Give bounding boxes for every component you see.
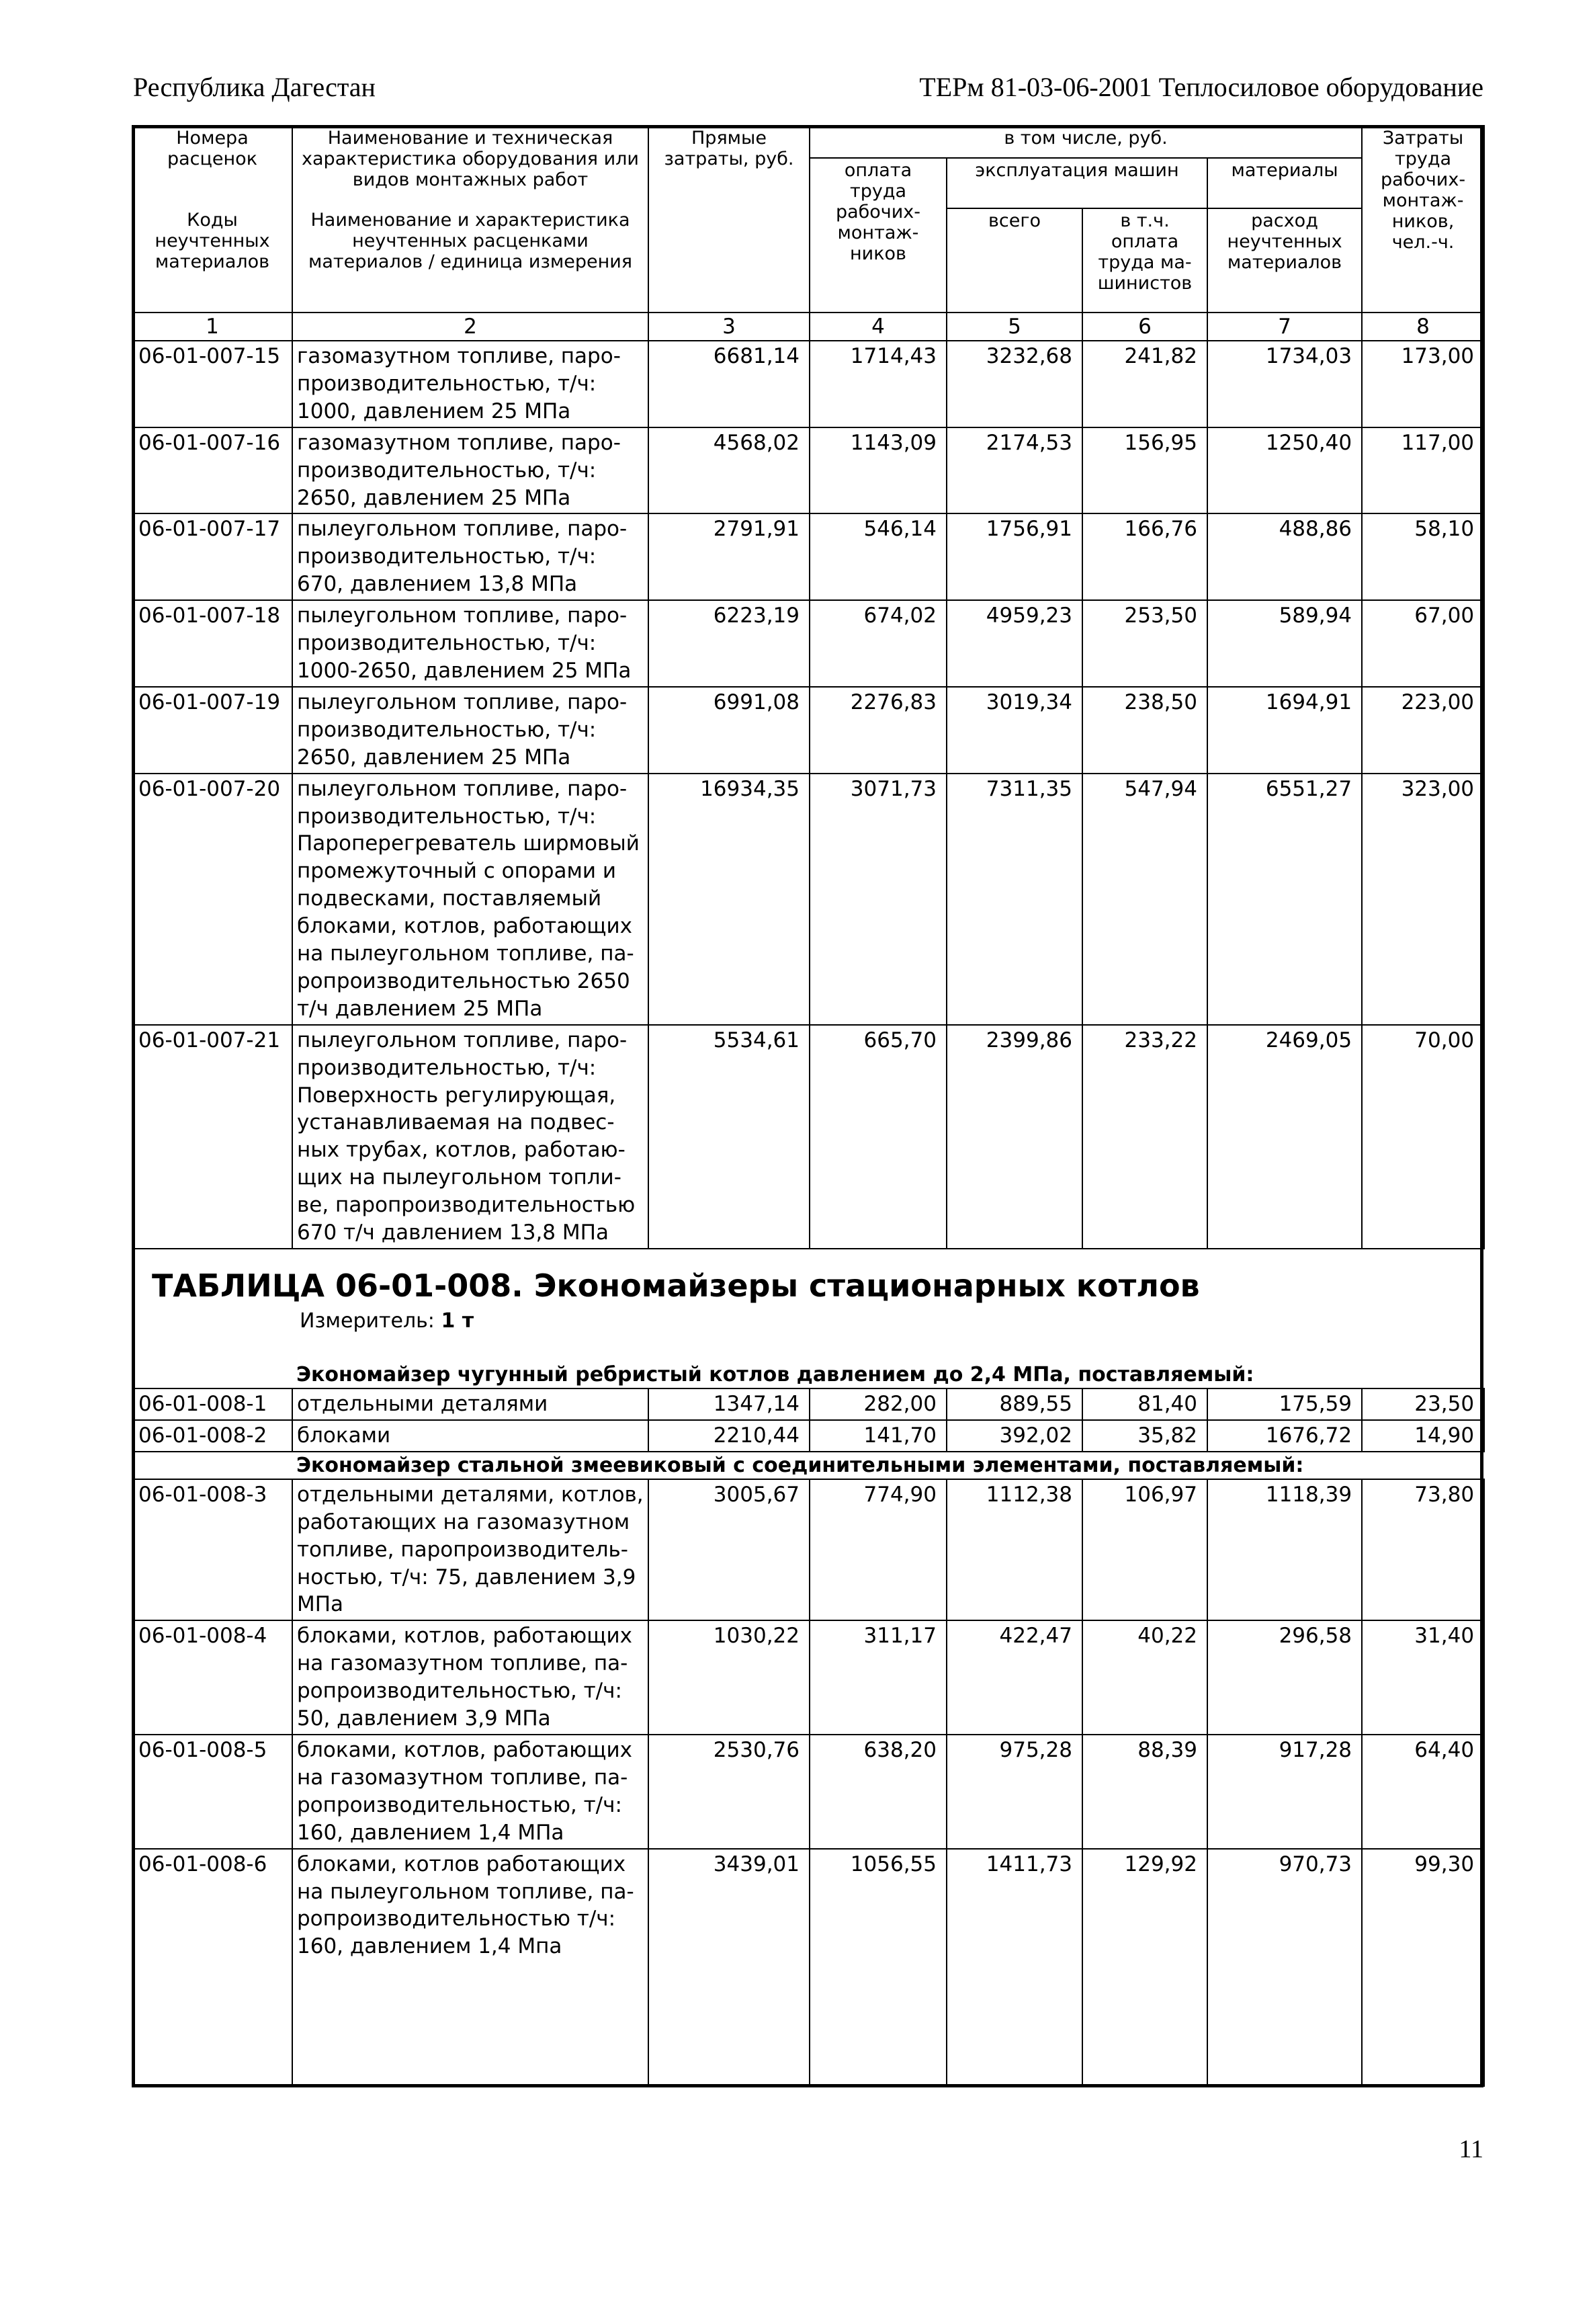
col-number: 2 <box>292 313 648 341</box>
rate-code: 06-01-007-18 <box>132 600 292 687</box>
direct-costs-value: 3439,01 <box>648 1849 810 1962</box>
wages-value: 546,14 <box>810 513 947 600</box>
measure-value: 1 т <box>441 1309 474 1333</box>
labor-value: 73,80 <box>1362 1479 1484 1621</box>
rate-description: блоками, котлов, работающих на газомазутном топливе, па-ропроизводительностью, т/ч: 160, давлением 1,4 МПа <box>292 1735 648 1849</box>
rate-code: 06-01-008-4 <box>132 1620 292 1735</box>
direct-costs-value: 6223,19 <box>648 600 810 687</box>
direct-costs-value: 2791,91 <box>648 513 810 600</box>
wages-value: 1714,43 <box>810 341 947 427</box>
direct-costs-value: 1347,14 <box>648 1388 810 1420</box>
table-frame <box>132 125 1483 2087</box>
labor-value: 14,90 <box>1362 1420 1484 1452</box>
col-number: 5 <box>947 313 1082 341</box>
wages-value: 665,70 <box>810 1025 947 1249</box>
page-number: 11 <box>1459 2135 1483 2163</box>
col-header-name-top: Наименование и техническая характеристика оборудования или видов монтажных работ <box>292 126 648 208</box>
rate-description: пылеугольном топливе, паро-производительностью, т/ч: Поверхность регулирующая, устанавливаемая на подвес-ных трубах, котлов, работаю-щих на пылеугольном топли-ве, паропроизводительностью 670 т/ч давлением 13,8 МПа <box>292 1025 648 1249</box>
materials-value: 175,59 <box>1207 1388 1362 1420</box>
materials-value: 488,86 <box>1207 513 1362 600</box>
labor-value: 173,00 <box>1362 341 1484 427</box>
materials-value: 589,94 <box>1207 600 1362 687</box>
col-header-codes-top: Номера расценок <box>132 126 292 208</box>
rate-code: 06-01-007-15 <box>132 341 292 427</box>
col-header-operator-wages: в т.ч. оплата труда ма-шинистов <box>1082 208 1207 313</box>
labor-value: 99,30 <box>1362 1849 1484 1962</box>
machines-total-value: 3019,34 <box>947 687 1082 774</box>
materials-value: 1734,03 <box>1207 341 1362 427</box>
materials-value: 1250,40 <box>1207 427 1362 514</box>
col-header-wages: оплата труда рабочих-монтаж-ников <box>810 158 947 313</box>
labor-value: 223,00 <box>1362 687 1484 774</box>
operator-wages-value: 35,82 <box>1082 1420 1207 1452</box>
materials-value: 970,73 <box>1207 1849 1362 1962</box>
rate-description: блоками <box>292 1420 648 1452</box>
wages-value: 638,20 <box>810 1735 947 1849</box>
rate-code: 06-01-008-2 <box>132 1420 292 1452</box>
machines-total-value: 392,02 <box>947 1420 1082 1452</box>
rate-description: газомазутном топливе, паро-производительностью, т/ч: 2650, давлением 25 МПа <box>292 427 648 514</box>
machines-total-value: 2399,86 <box>947 1025 1082 1249</box>
rate-code: 06-01-007-19 <box>132 687 292 774</box>
col-number: 4 <box>810 313 947 341</box>
wages-value: 774,90 <box>810 1479 947 1621</box>
operator-wages-value: 40,22 <box>1082 1620 1207 1735</box>
rate-description: пылеугольном топливе, паро-производительностью, т/ч: 2650, давлением 25 МПа <box>292 687 648 774</box>
rate-code: 06-01-007-21 <box>132 1025 292 1249</box>
rate-description: пылеугольном топливе, паро-производительностью, т/ч: Пароперегреватель ширмовый промежуточный с опорами и подвесками, поставляемый блоками, котлов, работающих на пылеугольном топливе, па-ропроизводительностью 2650 т/ч давлением 25 МПа <box>292 774 648 1025</box>
operator-wages-value: 166,76 <box>1082 513 1207 600</box>
col-header-machines: эксплуатация машин <box>947 158 1207 208</box>
rate-code: 06-01-007-16 <box>132 427 292 514</box>
rate-code: 06-01-007-17 <box>132 513 292 600</box>
direct-costs-value: 4568,02 <box>648 427 810 514</box>
rate-code: 06-01-008-3 <box>132 1479 292 1621</box>
col-number: 1 <box>132 313 292 341</box>
rate-code: 06-01-008-6 <box>132 1849 292 1962</box>
wages-value: 3071,73 <box>810 774 947 1025</box>
col-header-codes-bottom: Коды неучтенных материалов <box>132 208 292 313</box>
direct-costs-value: 16934,35 <box>648 774 810 1025</box>
col-number: 8 <box>1362 313 1484 341</box>
direct-costs-value: 3005,67 <box>648 1479 810 1621</box>
direct-costs-value: 2210,44 <box>648 1420 810 1452</box>
rate-description: отдельными деталями, котлов, работающих на газомазутном топливе, паропроизводитель-ностью, т/ч: 75, давлением 3,9 МПа <box>292 1479 648 1621</box>
machines-total-value: 422,47 <box>947 1620 1082 1735</box>
operator-wages-value: 241,82 <box>1082 341 1207 427</box>
section-title: ТАБЛИЦА 06-01-008. Экономайзеры стационарных котлов <box>152 1268 1200 1304</box>
machines-total-value: 889,55 <box>947 1388 1082 1420</box>
group-title-steel: Экономайзер стальной змеевиковый с соединительными элементами, поставляемый: <box>292 1452 1484 1479</box>
operator-wages-value: 233,22 <box>1082 1025 1207 1249</box>
operator-wages-value: 547,94 <box>1082 774 1207 1025</box>
col-number: 6 <box>1082 313 1207 341</box>
wages-value: 1056,55 <box>810 1849 947 1962</box>
labor-value: 58,10 <box>1362 513 1484 600</box>
wages-value: 311,17 <box>810 1620 947 1735</box>
machines-total-value: 2174,53 <box>947 427 1082 514</box>
col-header-materials: материалы <box>1207 158 1362 208</box>
direct-costs-value: 1030,22 <box>648 1620 810 1735</box>
header-document-code: ТЕРм 81-03-06-2001 Теплосиловое оборудование <box>919 72 1483 102</box>
col-header-including: в том числе, руб. <box>810 126 1362 158</box>
machines-total-value: 3232,68 <box>947 341 1082 427</box>
machines-total-value: 1411,73 <box>947 1849 1082 1962</box>
materials-value: 1118,39 <box>1207 1479 1362 1621</box>
labor-value: 67,00 <box>1362 600 1484 687</box>
measure-unit <box>300 1309 474 1333</box>
col-number: 3 <box>648 313 810 341</box>
measure-label: Измеритель: <box>300 1309 435 1333</box>
col-header-unaccounted-materials: расход неучтенных материалов <box>1207 208 1362 313</box>
rate-code: 06-01-008-1 <box>132 1388 292 1420</box>
rate-description: блоками, котлов, работающих на газомазутном топливе, па-ропроизводительностью, т/ч: 50, давлением 3,9 МПа <box>292 1620 648 1735</box>
materials-value: 1694,91 <box>1207 687 1362 774</box>
machines-total-value: 1112,38 <box>947 1479 1082 1621</box>
rate-code: 06-01-008-5 <box>132 1735 292 1849</box>
materials-value: 2469,05 <box>1207 1025 1362 1249</box>
rate-description: газомазутном топливе, паро-производительностью, т/ч: 1000, давлением 25 МПа <box>292 341 648 427</box>
operator-wages-value: 156,95 <box>1082 427 1207 514</box>
machines-total-value: 1756,91 <box>947 513 1082 600</box>
machines-total-value: 975,28 <box>947 1735 1082 1849</box>
wages-value: 1143,09 <box>810 427 947 514</box>
operator-wages-value: 238,50 <box>1082 687 1207 774</box>
operator-wages-value: 106,97 <box>1082 1479 1207 1621</box>
operator-wages-value: 129,92 <box>1082 1849 1207 1962</box>
wages-value: 674,02 <box>810 600 947 687</box>
direct-costs-value: 5534,61 <box>648 1025 810 1249</box>
group-title-cast-iron: Экономайзер чугунный ребристый котлов давлением до 2,4 МПа, поставляемый: <box>296 1363 1254 1386</box>
col-header-direct-costs: Прямые затраты, руб. <box>648 126 810 313</box>
wages-value: 2276,83 <box>810 687 947 774</box>
materials-value: 1676,72 <box>1207 1420 1362 1452</box>
direct-costs-value: 6991,08 <box>648 687 810 774</box>
materials-value: 917,28 <box>1207 1735 1362 1849</box>
operator-wages-value: 81,40 <box>1082 1388 1207 1420</box>
col-header-labor: Затраты труда рабочих-монтаж-ников, чел.-ч. <box>1362 126 1484 313</box>
col-number: 7 <box>1207 313 1362 341</box>
rate-description: пылеугольном топливе, паро-производительностью, т/ч: 1000-2650, давлением 25 МПа <box>292 600 648 687</box>
rate-description: блоками, котлов работающих на пылеугольном топливе, па-ропроизводительностью т/ч: 160, давлением 1,4 Мпа <box>292 1849 648 1962</box>
labor-value: 64,40 <box>1362 1735 1484 1849</box>
machines-total-value: 4959,23 <box>947 600 1082 687</box>
labor-value: 70,00 <box>1362 1025 1484 1249</box>
materials-value: 296,58 <box>1207 1620 1362 1735</box>
direct-costs-value: 2530,76 <box>648 1735 810 1849</box>
direct-costs-value: 6681,14 <box>648 341 810 427</box>
materials-value: 6551,27 <box>1207 774 1362 1025</box>
wages-value: 141,70 <box>810 1420 947 1452</box>
col-header-name-bottom: Наименование и характеристика неучтенных расценками материалов / единица измерения <box>292 208 648 313</box>
labor-value: 117,00 <box>1362 427 1484 514</box>
header-region: Республика Дагестан <box>133 72 376 102</box>
labor-value: 23,50 <box>1362 1388 1484 1420</box>
rate-description: пылеугольном топливе, паро-производительностью, т/ч: 670, давлением 13,8 МПа <box>292 513 648 600</box>
machines-total-value: 7311,35 <box>947 774 1082 1025</box>
labor-value: 31,40 <box>1362 1620 1484 1735</box>
wages-value: 282,00 <box>810 1388 947 1420</box>
rate-description: отдельными деталями <box>292 1388 648 1420</box>
operator-wages-value: 253,50 <box>1082 600 1207 687</box>
labor-value: 323,00 <box>1362 774 1484 1025</box>
col-header-machines-total: всего <box>947 208 1082 313</box>
operator-wages-value: 88,39 <box>1082 1735 1207 1849</box>
rate-code: 06-01-007-20 <box>132 774 292 1025</box>
